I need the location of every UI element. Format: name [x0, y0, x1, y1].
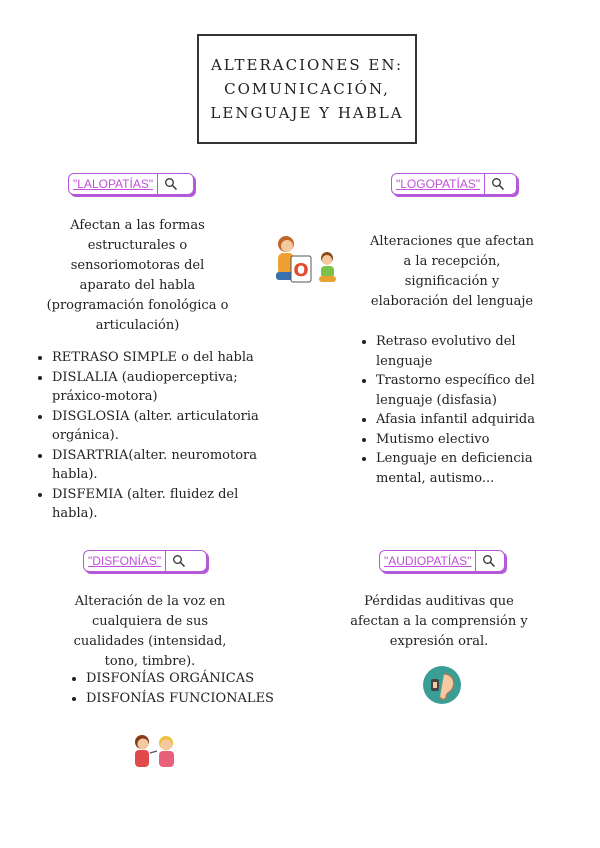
list-item: • Trastorno específico del lenguaje (disfasia) [376, 371, 568, 410]
list-item: • DISARTRIA(alter. neuromotora habla). [52, 446, 262, 485]
list-item: • DISFONÍAS ORGÁNICAS [86, 669, 306, 689]
logopatias-description: Alteraciones que afectan a la recepción, significación y elaboración del lenguaje [370, 234, 534, 309]
audiopatias-search-tag[interactable] [379, 550, 505, 572]
lalopatias-tag-label: "LALOPATÍAS" [73, 177, 154, 191]
title-line-2: COMUNICACIÓN, [224, 80, 390, 98]
list-item: • DISFEMIA (alter. fluidez del habla). [52, 485, 262, 524]
disfonias-search-tag[interactable] [83, 550, 207, 572]
audiopatias-description: Pérdidas auditivas que afectan a la comprensión y expresión oral. [350, 594, 528, 649]
list-item: • DISFONÍAS FUNCIONALES [86, 689, 306, 709]
children-talking-icon [130, 733, 180, 769]
svg-text:O: O [293, 260, 309, 281]
disfonias-tag-label: "DISFONÍAS" [88, 554, 162, 568]
list-item: • RETRASO SIMPLE o del habla [52, 348, 262, 368]
lalopatias-search-tag[interactable] [68, 173, 194, 195]
magnifier-icon[interactable] [484, 174, 511, 194]
audiopatias-tag-label: "AUDIOPATÍAS" [384, 554, 472, 568]
list-item: • Afasia infantil adquirida [376, 410, 568, 430]
list-item: • Retraso evolutivo del lenguaje [376, 332, 568, 371]
page-title [197, 34, 417, 144]
magnifier-icon[interactable] [475, 551, 502, 571]
list-item: • DISLALIA (audioperceptiva; práxico-motora) [52, 368, 262, 407]
title-line-1: ALTERACIONES EN: [210, 56, 404, 74]
ear-icon [422, 665, 462, 705]
logopatias-tag-label: "LOGOPATÍAS" [396, 177, 481, 191]
logopatias-list [358, 332, 568, 488]
lalopatias-description: Afectan a las formas estructurales o sensoriomotoras del aparato del habla (programación fonológica o articulación) [46, 218, 229, 333]
list-item: • Mutismo electivo [376, 430, 568, 450]
list-item: • DISGLOSIA (alter. articulatoria orgánica). [52, 407, 262, 446]
disfonias-list [68, 669, 306, 708]
children-speech-icon [270, 232, 340, 290]
list-item: • Lenguaje en deficiencia mental, autismo... [376, 449, 568, 488]
logopatias-search-tag[interactable] [391, 173, 517, 195]
magnifier-icon[interactable] [165, 551, 192, 571]
magnifier-icon[interactable] [157, 174, 184, 194]
title-line-3: LENGUAJE Y HABLA [210, 104, 404, 122]
lalopatias-list [34, 348, 262, 524]
disfonias-description: Alteración de la voz en cualquiera de sus cualidades (intensidad, tono, timbre). [73, 594, 227, 669]
